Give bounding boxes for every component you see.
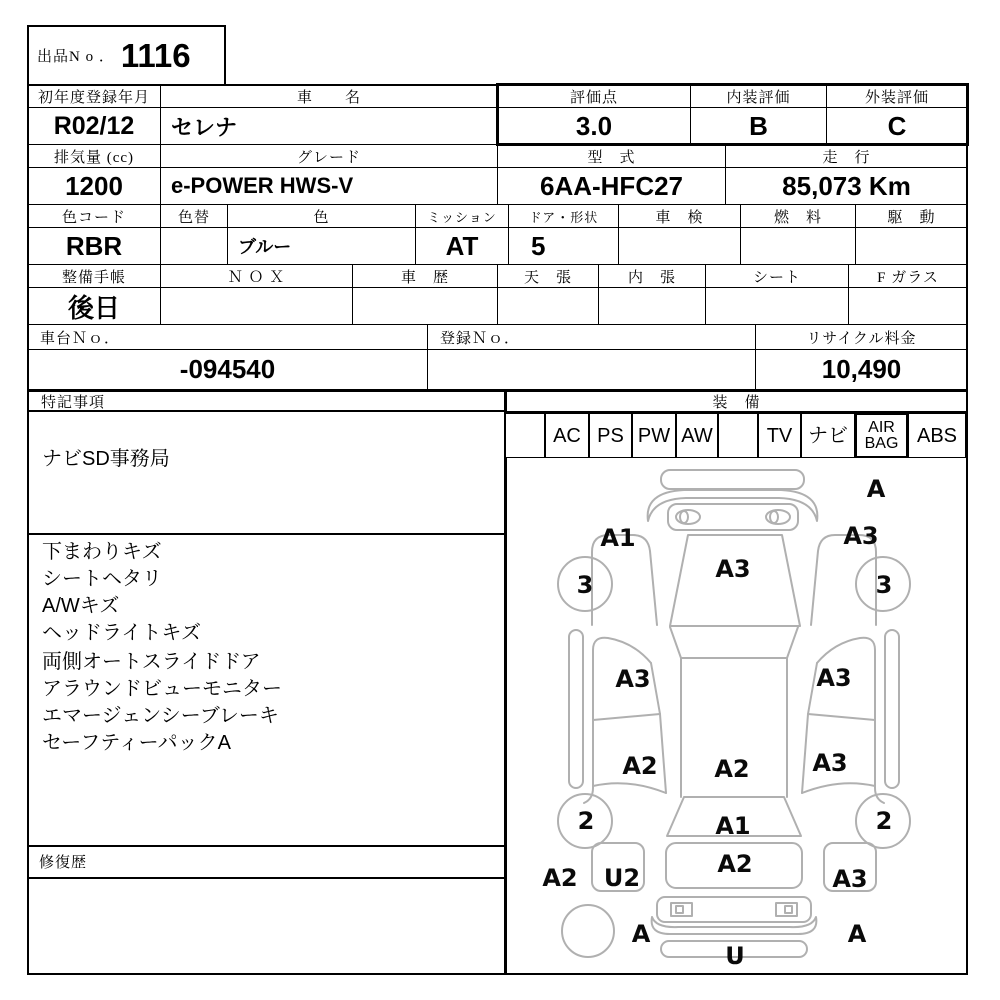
license-lamp-left-shape (671, 903, 692, 916)
side-sill-right-shape (885, 630, 899, 788)
color-change-label: 色替 (160, 204, 228, 228)
mileage-label: 走 行 (725, 144, 968, 168)
model-code-label: 型 式 (497, 144, 726, 168)
notes-line: ヘッドライトキズ (42, 622, 201, 644)
auction-no-label: 出品N o ． (37, 49, 115, 65)
service-book-label: 整備手帳 (27, 264, 161, 288)
equipment-cell-ac: AC (545, 413, 589, 458)
first-registration-label: 初年度登録年月 (27, 84, 161, 108)
grade-value: e-POWER HWS-V (160, 167, 498, 205)
registration-no-value (427, 349, 756, 390)
color-code-label: 色コード (27, 204, 161, 228)
notes-divider (27, 533, 506, 535)
notes-title: 特記事項 (27, 390, 506, 412)
score-label: 評価点 (497, 84, 691, 108)
seat-value (705, 287, 849, 325)
displacement-value: 1200 (27, 167, 161, 205)
notes-line: シートヘタリ (42, 568, 162, 590)
headliner-value (497, 287, 599, 325)
car-history-value (352, 287, 498, 325)
inspection-value (618, 227, 741, 265)
color-value: ブルー (227, 227, 416, 265)
car-name-label: 車 名 (160, 84, 498, 108)
equipment-title: 装 備 (505, 390, 968, 413)
interior-grade-label: 内装評価 (690, 84, 827, 108)
damage-code: 3 (875, 571, 893, 599)
damage-code: A3 (832, 865, 868, 893)
equipment-cell-blank2 (718, 413, 758, 458)
notes-line: 下まわりキズ (42, 541, 162, 563)
exterior-grade-label: 外装評価 (826, 84, 968, 108)
side-sill-left-shape (569, 630, 583, 788)
notes-block2 (42, 539, 482, 647)
damage-code: 2 (875, 807, 893, 835)
damage-code: A (866, 475, 886, 503)
equipment-cell-tv: TV (758, 413, 801, 458)
mileage-value: 85,073 Km (725, 167, 968, 205)
seat-label: シート (705, 264, 849, 288)
chassis-no-value: -094540 (27, 349, 428, 390)
nox-label: Ｎ Ｏ Ｘ (160, 264, 353, 288)
interior-grade-value: B (690, 107, 827, 145)
notes-block1-line: ナビSD事務局 (42, 448, 170, 470)
notes-line: アラウンドビューモニター (42, 678, 282, 700)
recycle-fee-label: リサイクル料金 (755, 324, 968, 350)
lining-label: 内 張 (598, 264, 706, 288)
fuel-label: 燃 料 (740, 204, 856, 228)
equipment-cell-blank1 (505, 413, 545, 458)
fuel-value (740, 227, 856, 265)
notes-block3 (42, 649, 482, 757)
front-glass-value (848, 287, 968, 325)
equipment-cell-abs: ABS (908, 413, 966, 458)
color-code-value: RBR (27, 227, 161, 265)
notes-line: 両側オートスライドドア (42, 651, 261, 673)
score-value: 3.0 (497, 107, 691, 145)
auction-no-box (27, 25, 226, 86)
equipment-cell-airbag: AIR BAG (855, 413, 908, 458)
equipment-cell-navi: ナビ (801, 413, 855, 458)
damage-code: A (631, 920, 651, 948)
model-code-value: 6AA-HFC27 (497, 167, 726, 205)
front-bumper-top-shape (661, 470, 804, 489)
equipment-cell-ps: PS (589, 413, 632, 458)
color-change-value (160, 227, 228, 265)
lining-value (598, 287, 706, 325)
headliner-label: 天 張 (497, 264, 599, 288)
notes-line: セーフティーパックA (42, 732, 231, 754)
damage-code: A3 (816, 664, 852, 692)
damage-code: A2 (714, 755, 750, 783)
front-glass-label: F ガラス (848, 264, 968, 288)
car-name-value: セレナ (160, 107, 498, 145)
displacement-label: 排気量 (cc) (27, 144, 161, 168)
chassis-no-label: 車台Ｎｏ． (27, 324, 428, 350)
notes-line: A/Wキズ (42, 595, 120, 617)
transmission-label: ミッション (415, 204, 509, 228)
license-lamp-right-shape (776, 903, 797, 916)
repair-history-title: 修復歴 (39, 854, 88, 871)
damage-code: A2 (717, 850, 753, 878)
doors-label: ドア・形状 (508, 204, 619, 228)
damage-code: U2 (603, 864, 641, 892)
damage-code: A1 (715, 812, 751, 840)
damage-code: 2 (577, 807, 595, 835)
equipment-cell-aw: AW (676, 413, 718, 458)
damage-code: 3 (576, 571, 594, 599)
recycle-fee-value: 10,490 (755, 349, 968, 390)
rear-panel-shape (657, 897, 811, 922)
damage-code: A3 (715, 555, 751, 583)
color-label: 色 (227, 204, 416, 228)
damage-code: A2 (542, 864, 578, 892)
doors-value: 5 (508, 227, 619, 265)
damage-code: A3 (843, 522, 879, 550)
drive-label: 駆 動 (855, 204, 968, 228)
exterior-grade-value: C (826, 107, 968, 145)
inspection-label: 車 検 (618, 204, 741, 228)
drive-value (855, 227, 968, 265)
nox-value (160, 287, 353, 325)
car-history-label: 車 歴 (352, 264, 498, 288)
repair-title-underline (27, 877, 506, 879)
rear-bumper-shape (652, 917, 817, 934)
damage-code: A2 (622, 752, 658, 780)
damage-code: U (725, 942, 745, 970)
registration-no-label: 登録Ｎｏ． (427, 324, 756, 350)
damage-code: A3 (615, 665, 651, 693)
car-damage-diagram (505, 458, 968, 975)
transmission-value: AT (415, 227, 509, 265)
damage-code: A3 (812, 749, 848, 777)
service-book-value: 後日 (27, 287, 161, 325)
notes-line: エマージェンシーブレーキ (42, 705, 279, 727)
damage-code: A1 (600, 524, 636, 552)
first-registration-value: R02/12 (27, 107, 161, 145)
damage-code: A (847, 920, 867, 948)
auction-no-value: 1116 (120, 36, 191, 74)
grade-label: グレード (160, 144, 498, 168)
equipment-cell-pw: PW (632, 413, 676, 458)
spare-tire-shape (562, 905, 614, 957)
